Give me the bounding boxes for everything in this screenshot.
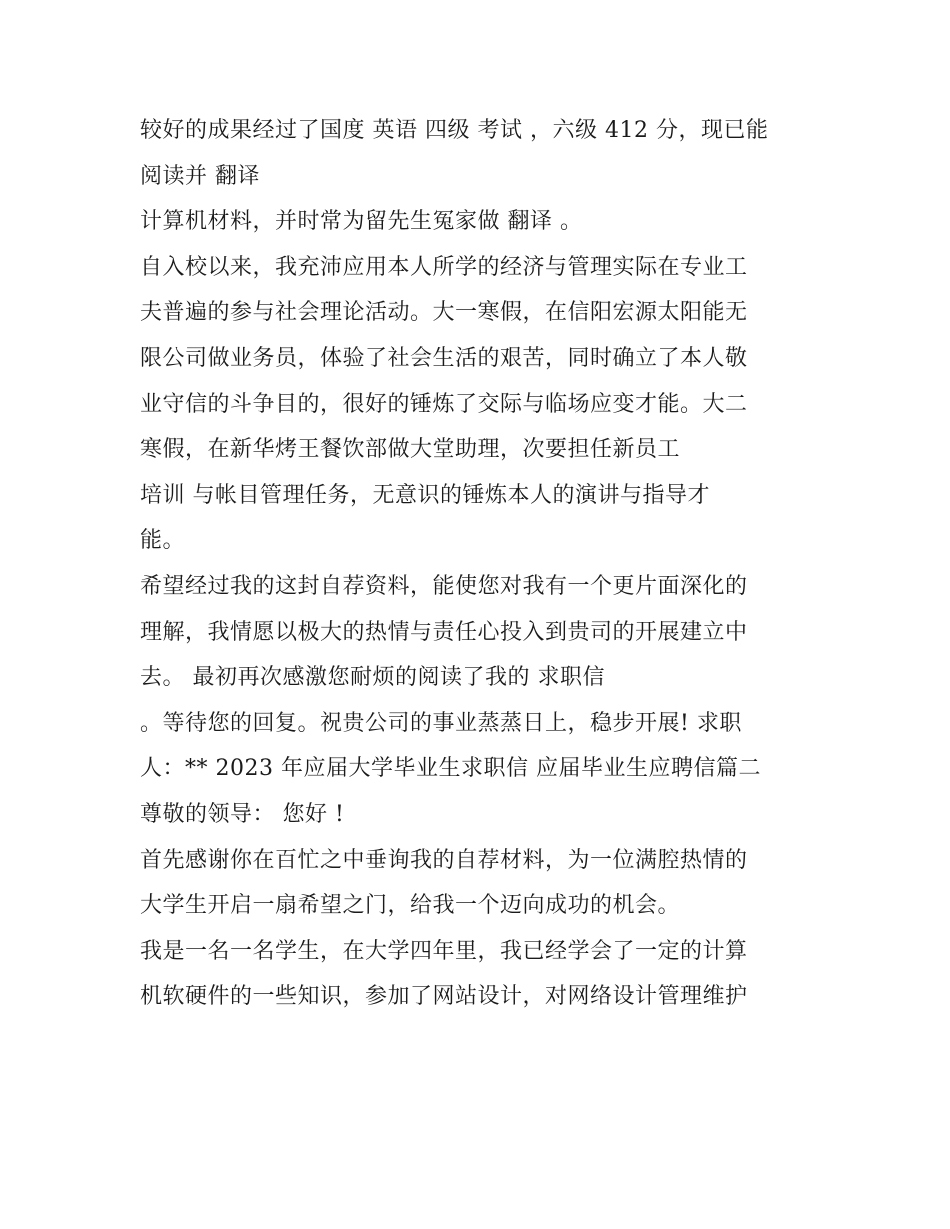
text-line: 阅读并 翻译 — [140, 163, 260, 189]
text-line: 机软硬件的一些知识，参加了网站设计，对网络设计管理维护 — [140, 984, 748, 1010]
text-line: 去。 最初再次感激您耐烦的阅读了我的 求职信 — [140, 665, 605, 691]
text-line: 大学生开启一扇希望之门，给我一个迈向成功的机会。 — [140, 893, 681, 919]
text-line: 。等待您的回复。祝贵公司的事业蒸蒸日上，稳步开展! 求职 — [140, 710, 742, 736]
text-line: 业守信的斗争目的，很好的锤炼了交际与临场应变才能。大二 — [140, 391, 748, 417]
text-line: 较好的成果经过了国度 英语 四级 考试 ，六级 412 分，现已能 — [140, 118, 769, 143]
text-line: 希望经过我的这封自荐资料，能使您对我有一个更片面深化的 — [140, 573, 748, 599]
text-line: 首先感谢你在百忙之中垂询我的自荐材料，为一位满腔热情的 — [140, 847, 748, 873]
text-line: 自入校以来，我充沛应用本人所学的经济与管理实际在专业工 — [140, 254, 748, 280]
text-line: 培训 与帐目管理任务，无意识的锤炼本人的演讲与指导才 — [140, 482, 710, 508]
text-line: 夫普遍的参与社会理论活动。大一寒假，在信阳宏源太阳能无 — [140, 300, 748, 326]
text-line: 人：** 2023 年应届大学毕业生求职信 应届毕业生应聘信篇二 — [140, 756, 761, 782]
text-line: 计算机材料，并时常为留先生冤家做 翻译 。 — [140, 209, 583, 235]
text-line: 尊敬的领导： 您好 ! — [140, 801, 345, 827]
text-line: 能。 — [140, 528, 186, 554]
text-line: 限公司做业务员，体验了社会生活的艰苦，同时确立了本人敬 — [140, 345, 748, 371]
text-line: 理解，我情愿以极大的热情与责任心投入到贵司的开展建立中 — [140, 619, 748, 645]
text-line: 寒假，在新华烤王餐饮部做大堂助理，次要担任新员工 — [140, 437, 681, 463]
document-text-body — [140, 108, 820, 1020]
text-line: 我是一名一名学生，在大学四年里，我已经学会了一定的计算 — [140, 938, 748, 964]
